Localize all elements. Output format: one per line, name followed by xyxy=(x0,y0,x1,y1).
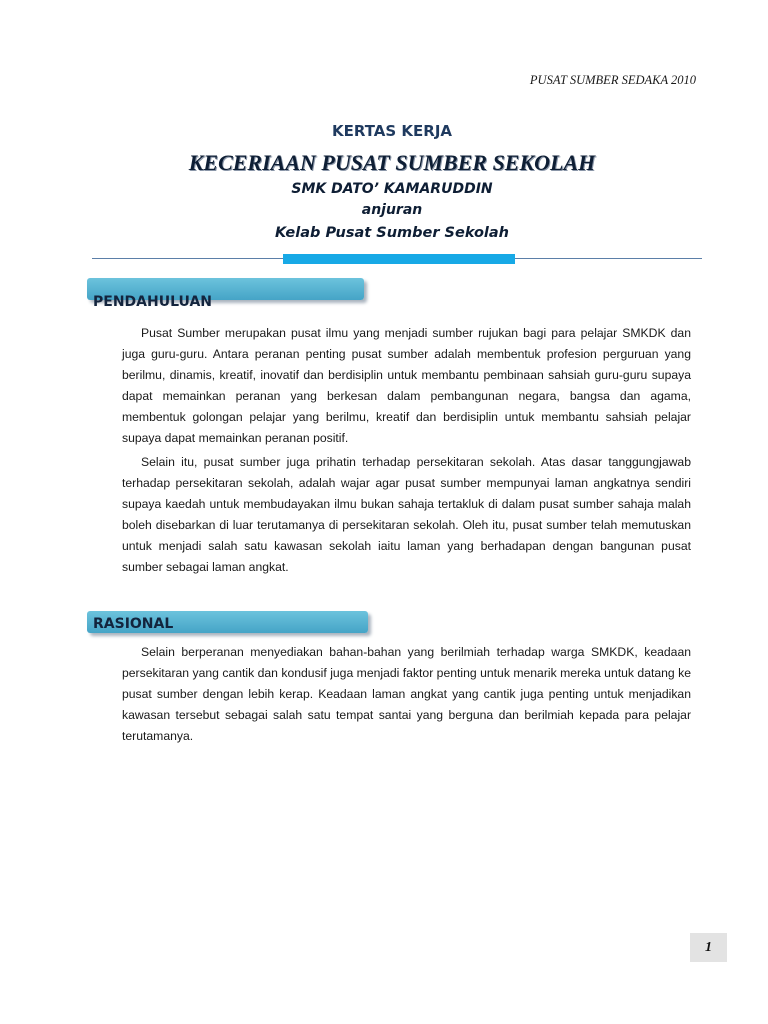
organized-by-label: anjuran xyxy=(361,202,423,218)
page-number-box xyxy=(690,933,727,962)
paragraph-rasional-1: Selain berperanan menyediakan bahan-bahan yang berilmiah terhadap warga SMKDK, keadaan persekitaran yang cantik dan kondusif juga menjadi faktor penting untuk menarik mereka untuk datang ke pusat sumber dengan lebih kerap. Keadaan laman angkat yang cantik juga penting untuk menjadikan kawasan tersebut sebagai salah satu tempat santai yang berguna dan berilmiah kepada para pelajar terutamanya. xyxy=(122,645,691,743)
school-name: SMK DATO’ KAMARUDDIN xyxy=(291,181,493,197)
paragraph-pendahuluan-2: Selain itu, pusat sumber juga prihatin terhadap persekitaran sekolah. Atas dasar tanggungjawab terhadap persekitaran sekolah, adalah wajar agar pusat sumber mempunyai laman angkatnya sendiri supaya kaedah untuk membudayakan ilmu bukan sahaja tertakluk di dalam pusat sumber sahaja malah boleh disebarkan di luar terutamanya di persekitaran sekolah. Oleh itu, pusat sumber telah memutuskan untuk menjadi salah satu kawasan sekolah iaitu laman yang berhadapan dengan bangunan pusat sumber sebagai laman angkat. xyxy=(122,455,691,574)
section-heading-pendahuluan: PENDAHULUAN xyxy=(93,294,212,310)
document-type: KERTAS KERJA xyxy=(331,122,453,140)
document-title: KECERIAAN PUSAT SUMBER SEKOLAH xyxy=(188,150,596,175)
paragraph-pendahuluan-1: Pusat Sumber merupakan pusat ilmu yang menjadi sumber rujukan bagi para pelajar SMKDK dan juga guru-guru. Antara peranan penting pusat sumber adalah membentuk profesion perguruan yang berilmu, dinamis, kreatif, inovatif dan berdisiplin untuk membantu pembinaan sahsiah guru-guru supaya dapat memainkan peranan yang berkesan dalam pembangunan negara, bangsa dan agama, membentuk golongan pelajar yang berilmu, kreatif dan berdisiplin untuk membantu sahsiah pelajar supaya dapat memainkan peranan positif. xyxy=(122,326,691,445)
organizer-name: Kelab Pusat Sumber Sekolah xyxy=(274,225,510,241)
section-heading-rasional: RASIONAL xyxy=(93,616,174,632)
page-number: 1 xyxy=(705,940,712,955)
title-divider-accent xyxy=(283,254,515,264)
running-header: PUSAT SUMBER SEDAKA 2010 xyxy=(529,73,696,87)
